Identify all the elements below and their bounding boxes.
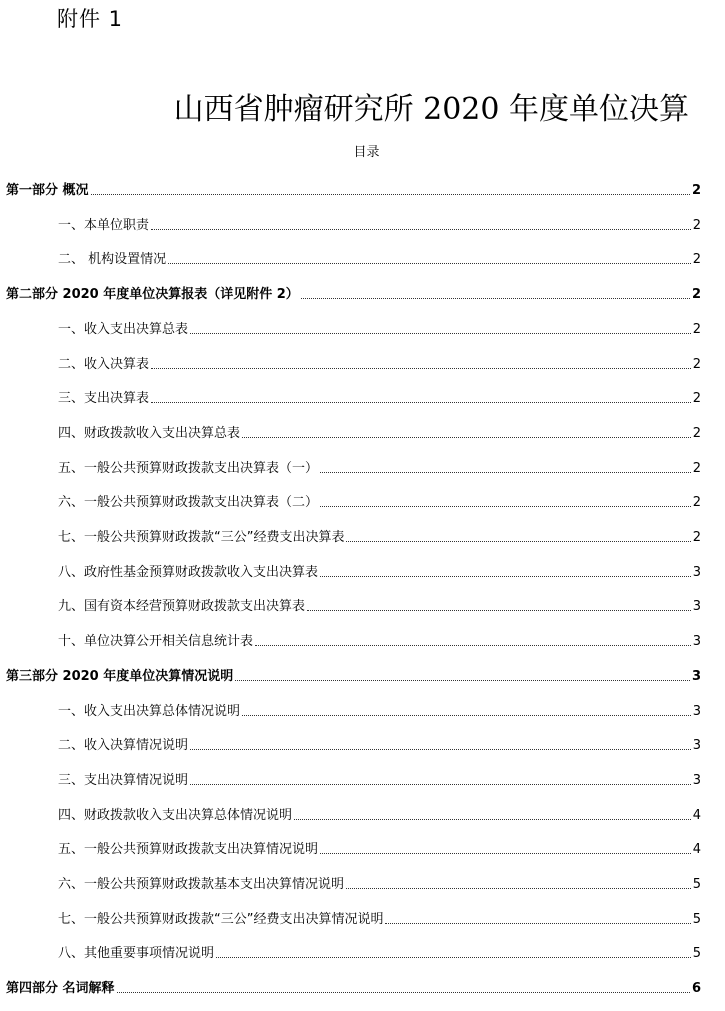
toc-entry-label: 三、支出决算情况说明 (58, 772, 189, 788)
toc-page-number: 2 (692, 530, 701, 545)
toc-entry[interactable] (0, 409, 725, 443)
toc-entry[interactable] (0, 201, 725, 235)
toc-page-number: 2 (692, 495, 701, 511)
toc-entry-label: 五、一般公共预算财政拨款支出决算情况说明 (58, 842, 319, 858)
toc-entry-label: 第二部分 2020 年度单位决算报表（详见附件 2） (6, 287, 299, 303)
toc-dot-leader (168, 262, 691, 264)
toc-entry[interactable] (0, 721, 725, 755)
toc-dot-leader (190, 783, 691, 785)
toc-page-number: 3 (692, 703, 701, 719)
toc-entry[interactable] (0, 340, 725, 374)
toc-page-number: 3 (692, 772, 701, 788)
toc-entry[interactable] (0, 235, 725, 269)
toc-entry[interactable] (0, 860, 725, 894)
toc-entry-label: 四、财政拨款收入支出决算总表 (58, 425, 241, 441)
attachment-label: 附件 1 (57, 7, 124, 31)
toc-page-number: 2 (692, 356, 701, 372)
toc-dot-leader (346, 887, 691, 889)
toc-entry-label: 二、收入决算情况说明 (58, 738, 189, 754)
toc-dot-leader (151, 401, 691, 403)
toc-page-number: 6 (691, 981, 701, 997)
toc-page-number: 3 (691, 668, 701, 684)
toc-dot-leader (242, 436, 691, 438)
toc-entry-label: 第三部分 2020 年度单位决算情况说明 (6, 668, 234, 684)
toc-entry[interactable] (0, 478, 725, 512)
toc-dot-leader (346, 540, 690, 542)
toc-entry-label: 八、政府性基金预算财政拨款收入支出决算表 (58, 564, 319, 580)
toc-page-number: 2 (692, 391, 701, 407)
toc-entry[interactable] (0, 548, 725, 582)
toc-page-number: 4 (692, 842, 701, 858)
toc-entry[interactable] (0, 374, 725, 408)
toc-section-entry[interactable] (0, 166, 725, 200)
toc-entry-label: 六、一般公共预算财政拨款基本支出决算情况说明 (58, 877, 345, 892)
toc-entry[interactable] (0, 791, 725, 825)
toc-page-number: 5 (692, 946, 701, 962)
toc-entry-label: 八、其他重要事项情况说明 (58, 946, 215, 962)
toc-section-entry[interactable] (0, 270, 725, 304)
toc-dot-leader (255, 644, 691, 646)
toc-entry-label: 二、 机构设置情况 (58, 252, 167, 268)
toc-entry-label: 一、收入支出决算总体情况说明 (58, 703, 241, 719)
toc-entry[interactable] (0, 617, 725, 651)
toc-dot-leader (91, 193, 690, 195)
toc-section-entry[interactable] (0, 964, 725, 998)
toc-dot-leader (190, 748, 691, 750)
toc-entry[interactable] (0, 895, 725, 929)
toc-page-number: 3 (692, 738, 701, 754)
toc-dot-leader (216, 956, 691, 958)
toc-entry-label: 六、一般公共预算财政拨款支出决算表（二） (58, 495, 319, 511)
toc-page-number: 5 (692, 877, 701, 892)
toc-dot-leader (385, 922, 690, 924)
toc-entry-label: 一、收入支出决算总表 (58, 321, 189, 337)
toc-dot-leader (307, 609, 691, 611)
toc-entry[interactable] (0, 825, 725, 859)
toc-dot-leader (320, 505, 691, 507)
toc-page-number: 2 (692, 252, 701, 268)
document-title: 山西省肿瘤研究所 2020 年度单位决算 (173, 92, 689, 127)
toc-dot-leader (320, 471, 691, 473)
toc-entry-label: 一、本单位职责 (58, 217, 150, 233)
toc-page-number: 4 (692, 807, 701, 823)
toc-entry[interactable] (0, 929, 725, 963)
toc-entry-label: 四、财政拨款收入支出决算总体情况说明 (58, 807, 293, 823)
toc-dot-leader (301, 297, 690, 299)
toc-entry[interactable] (0, 582, 725, 616)
toc-entry-label: 七、一般公共预算财政拨款“三公”经费支出决算表 (58, 530, 345, 545)
toc-entry[interactable] (0, 444, 725, 478)
toc-entry[interactable] (0, 513, 725, 547)
toc-entry[interactable] (0, 756, 725, 790)
toc-entry-label: 九、国有资本经营预算财政拨款支出决算表 (58, 599, 306, 615)
toc-page-number: 2 (692, 217, 701, 233)
toc-page-number: 2 (691, 183, 701, 198)
toc-dot-leader (320, 852, 691, 854)
toc-page-number: 3 (692, 634, 701, 650)
toc-dot-leader (117, 991, 690, 993)
toc-page-number: 2 (692, 460, 701, 476)
toc-entry-label: 二、收入决算表 (58, 356, 150, 372)
toc-entry-label: 第一部分 概况 (6, 183, 89, 198)
toc-entry-label: 十、单位决算公开相关信息统计表 (58, 634, 254, 650)
toc-dot-leader (151, 367, 691, 369)
toc-page-number: 2 (691, 287, 701, 303)
toc-entry-label: 三、支出决算表 (58, 391, 150, 407)
toc-page-number: 2 (692, 321, 701, 337)
toc-dot-leader (235, 679, 690, 681)
toc-dot-leader (242, 714, 691, 716)
toc-entry-label: 五、一般公共预算财政拨款支出决算表（一） (58, 460, 319, 476)
toc-dot-leader (294, 818, 691, 820)
toc-entry[interactable] (0, 687, 725, 721)
toc-page-number: 5 (692, 911, 701, 927)
toc-page-number: 3 (692, 599, 701, 615)
toc-entry-label: 七、一般公共预算财政拨款“三公”经费支出决算情况说明 (58, 911, 384, 927)
toc-section-entry[interactable] (0, 652, 725, 686)
toc-entry-label: 第四部分 名词解释 (6, 981, 115, 997)
toc-heading: 目录 (353, 145, 380, 160)
toc-dot-leader (151, 228, 691, 230)
toc-page-number: 2 (692, 425, 701, 441)
toc-entry[interactable] (0, 305, 725, 339)
toc-page-number: 3 (692, 564, 701, 580)
toc-dot-leader (320, 575, 691, 577)
toc-dot-leader (190, 332, 691, 334)
